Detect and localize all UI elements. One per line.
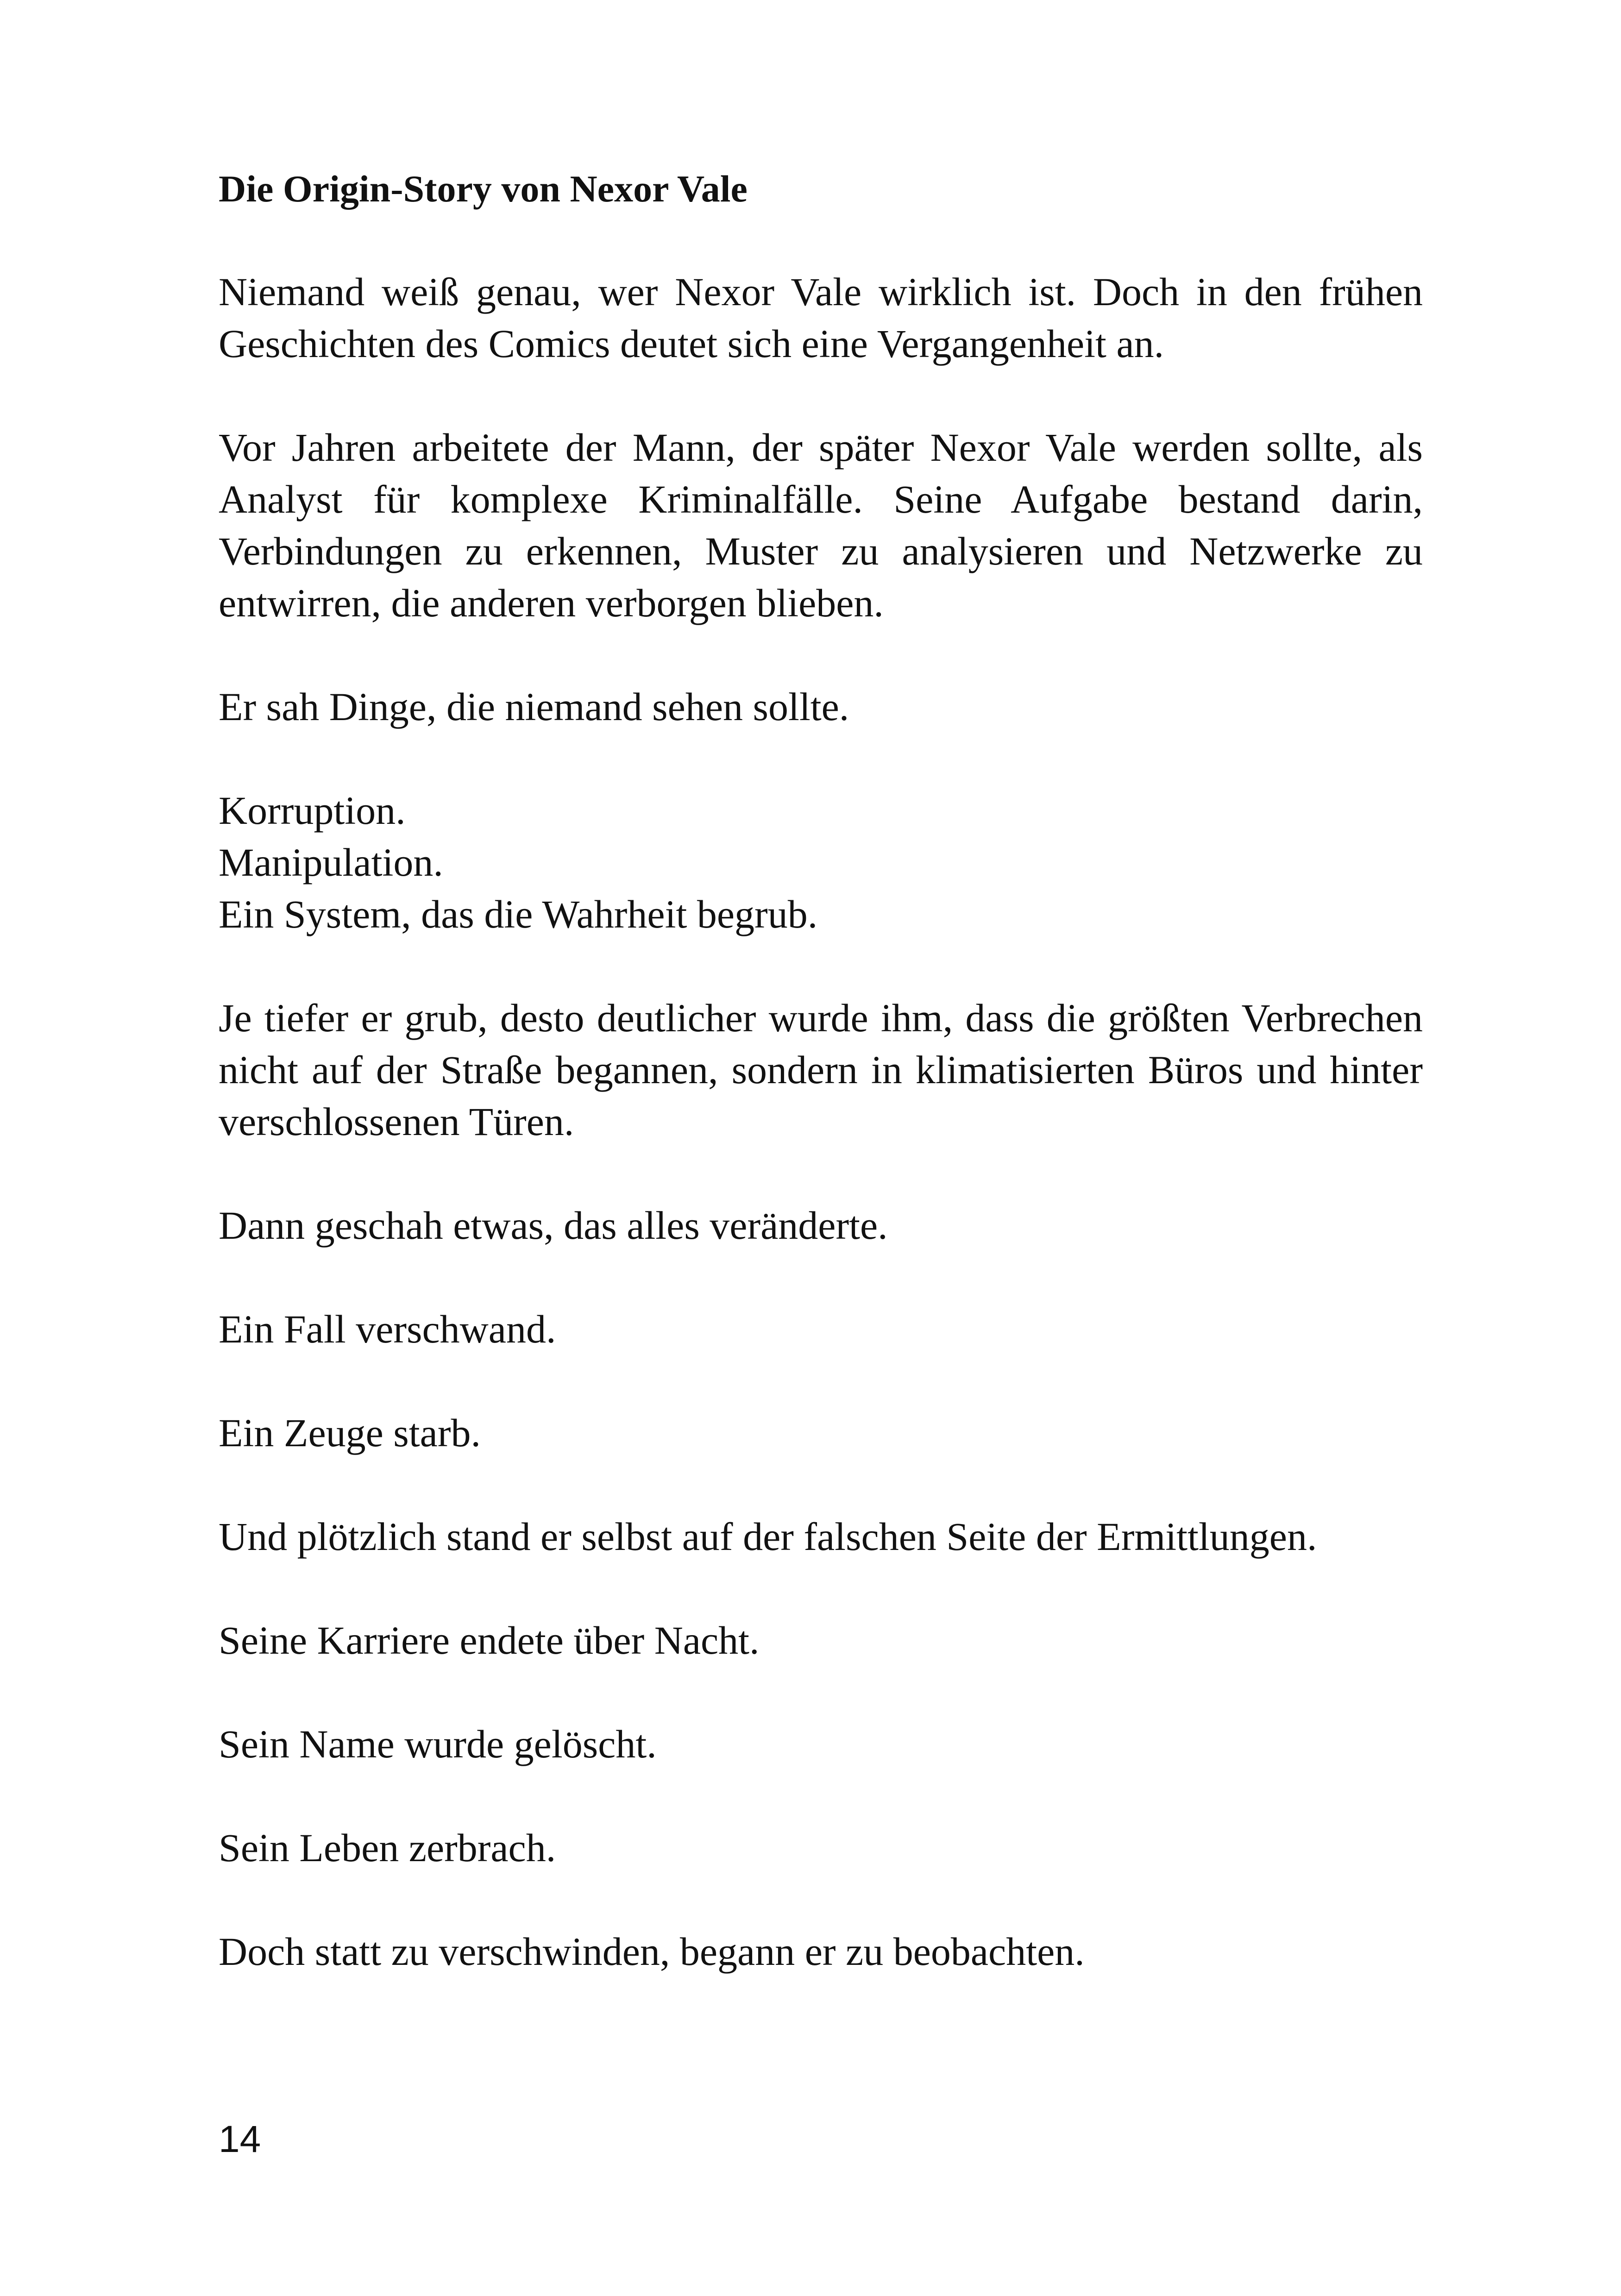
paragraph-name-deleted: Sein Name wurde gelöscht. [219, 1722, 657, 1766]
chapter-title: Die Origin-Story von Nexor Vale [219, 168, 748, 210]
list-line-system: Ein System, das die Wahrheit begrub. [219, 892, 818, 936]
paragraph-began-observing: Doch statt zu verschwinden, begann er zu beobachten. [219, 1929, 1085, 1974]
list-line-corruption: Korruption. [219, 788, 406, 833]
paragraph-life-broke: Sein Leben zerbrach. [219, 1826, 556, 1870]
list-block [219, 784, 1423, 940]
paragraph-background: Vor Jahren arbeitete der Mann, der später Nexor Vale werden sollte, als Analyst für komplexe Kriminalfälle. Seine Aufgabe bestand darin, Verbindungen zu erkennen, Muster zu analysieren und Netzwerke zu entwirren, die anderen verborgen blieben. [219, 425, 1423, 625]
paragraph-saw-things: Er sah Dinge, die niemand sehen sollte. [219, 684, 849, 729]
paragraph-changed: Dann geschah etwas, das alles veränderte. [219, 1203, 888, 1248]
paragraph-deeper: Je tiefer er grub, desto deutlicher wurde ihm, dass die größten Verbrechen nicht auf der Straße begannen, sondern in klimatisierten Büros und hinter verschlossenen Türen. [219, 996, 1423, 1144]
paragraph-wrong-side: Und plötzlich stand er selbst auf der falschen Seite der Ermittlungen. [219, 1514, 1317, 1559]
paragraph-intro: Niemand weiß genau, wer Nexor Vale wirklich ist. Doch in den frühen Geschichten des Comics deutet sich eine Vergangenheit an. [219, 270, 1423, 366]
paragraph-career-ended: Seine Karriere endete über Nacht. [219, 1618, 760, 1662]
paragraph-case-vanished: Ein Fall verschwand. [219, 1307, 556, 1351]
list-line-manipulation: Manipulation. [219, 840, 443, 885]
page-number: 14 [219, 2118, 261, 2160]
paragraph-witness-died: Ein Zeuge starb. [219, 1411, 481, 1455]
